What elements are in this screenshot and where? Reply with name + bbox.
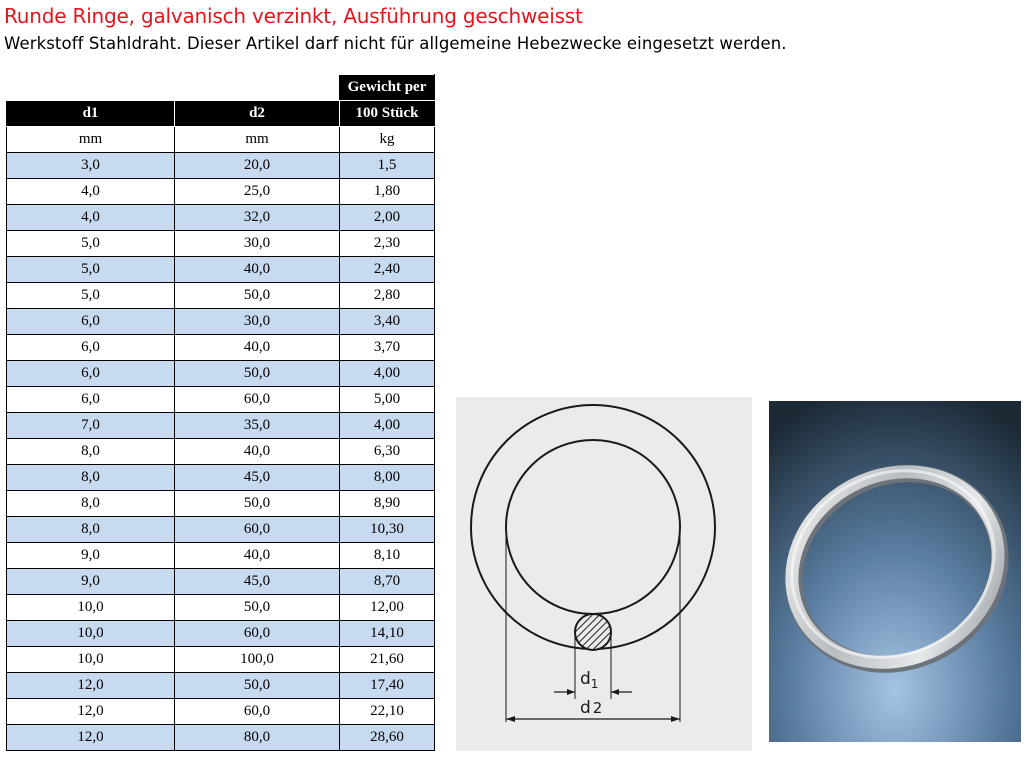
table-row bbox=[7, 595, 435, 621]
ring-dimension-drawing bbox=[456, 397, 752, 751]
cell-d2: 40,0 bbox=[175, 439, 340, 465]
cell-weight: 2,30 bbox=[340, 231, 435, 257]
table-row bbox=[7, 621, 435, 647]
header-row-top bbox=[7, 75, 435, 101]
table-row bbox=[7, 413, 435, 439]
cell-weight: 1,80 bbox=[340, 179, 435, 205]
cell-weight: 4,00 bbox=[340, 413, 435, 439]
ring-dimensions-table bbox=[6, 74, 435, 751]
cell-d2: 50,0 bbox=[175, 595, 340, 621]
table-row bbox=[7, 205, 435, 231]
table-row bbox=[7, 179, 435, 205]
cell-d2: 60,0 bbox=[175, 699, 340, 725]
units-row bbox=[7, 127, 435, 153]
cell-weight: 3,70 bbox=[340, 335, 435, 361]
ring-outer-circle bbox=[471, 405, 715, 649]
cell-weight: 2,00 bbox=[340, 205, 435, 231]
cell-weight: 22,10 bbox=[340, 699, 435, 725]
cell-weight: 12,00 bbox=[340, 595, 435, 621]
cell-d2: 60,0 bbox=[175, 387, 340, 413]
table-row bbox=[7, 465, 435, 491]
cell-weight: 5,00 bbox=[340, 387, 435, 413]
table-row bbox=[7, 673, 435, 699]
unit-weight: kg bbox=[340, 127, 435, 153]
cell-d2: 25,0 bbox=[175, 179, 340, 205]
unit-d1: mm bbox=[7, 127, 175, 153]
cell-weight: 4,00 bbox=[340, 361, 435, 387]
wire-cross-section bbox=[575, 614, 611, 650]
cell-d1: 6,0 bbox=[7, 361, 175, 387]
cell-d1: 5,0 bbox=[7, 231, 175, 257]
cell-d2: 30,0 bbox=[175, 309, 340, 335]
cell-d2: 40,0 bbox=[175, 543, 340, 569]
cell-weight: 2,80 bbox=[340, 283, 435, 309]
cell-weight: 8,00 bbox=[340, 465, 435, 491]
header-weight-line1: Gewicht per bbox=[340, 75, 435, 101]
cell-d1: 9,0 bbox=[7, 569, 175, 595]
table-row bbox=[7, 231, 435, 257]
cell-d2: 50,0 bbox=[175, 283, 340, 309]
cell-d1: 10,0 bbox=[7, 647, 175, 673]
page-title: Runde Ringe, galvanisch verzinkt, Ausführung geschweisst bbox=[4, 4, 583, 28]
cell-d1: 12,0 bbox=[7, 725, 175, 751]
cell-d1: 8,0 bbox=[7, 465, 175, 491]
cell-d2: 60,0 bbox=[175, 621, 340, 647]
cell-weight: 1,5 bbox=[340, 153, 435, 179]
cell-d1: 5,0 bbox=[7, 257, 175, 283]
cell-d1: 9,0 bbox=[7, 543, 175, 569]
cell-weight: 6,30 bbox=[340, 439, 435, 465]
cell-weight: 8,90 bbox=[340, 491, 435, 517]
cell-d1: 12,0 bbox=[7, 699, 175, 725]
cell-d1: 8,0 bbox=[7, 439, 175, 465]
table-row bbox=[7, 153, 435, 179]
table-row bbox=[7, 335, 435, 361]
table-row bbox=[7, 361, 435, 387]
cell-weight: 21,60 bbox=[340, 647, 435, 673]
unit-d2: mm bbox=[175, 127, 340, 153]
cell-d1: 10,0 bbox=[7, 595, 175, 621]
cell-d1: 7,0 bbox=[7, 413, 175, 439]
table-row bbox=[7, 439, 435, 465]
cell-weight: 28,60 bbox=[340, 725, 435, 751]
table-row bbox=[7, 283, 435, 309]
cell-d1: 8,0 bbox=[7, 491, 175, 517]
cell-d2: 45,0 bbox=[175, 465, 340, 491]
cell-d2: 80,0 bbox=[175, 725, 340, 751]
cell-weight: 10,30 bbox=[340, 517, 435, 543]
label-d1: $d_1$ bbox=[580, 669, 599, 691]
ring-product-photo bbox=[769, 401, 1021, 742]
cell-weight: 8,70 bbox=[340, 569, 435, 595]
cell-weight: 2,40 bbox=[340, 257, 435, 283]
header-d1: d1 bbox=[7, 101, 175, 127]
cell-d1: 6,0 bbox=[7, 387, 175, 413]
cell-weight: 3,40 bbox=[340, 309, 435, 335]
table-row bbox=[7, 309, 435, 335]
cell-d1: 3,0 bbox=[7, 153, 175, 179]
cell-d1: 6,0 bbox=[7, 335, 175, 361]
cell-d2: 100,0 bbox=[175, 647, 340, 673]
cell-d2: 50,0 bbox=[175, 673, 340, 699]
table-row bbox=[7, 387, 435, 413]
cell-d1: 5,0 bbox=[7, 283, 175, 309]
ring-inner-circle bbox=[506, 440, 680, 614]
cell-d2: 30,0 bbox=[175, 231, 340, 257]
table-row bbox=[7, 725, 435, 751]
cell-d1: 8,0 bbox=[7, 517, 175, 543]
cell-d2: 45,0 bbox=[175, 569, 340, 595]
cell-weight: 17,40 bbox=[340, 673, 435, 699]
table-row bbox=[7, 257, 435, 283]
cell-d2: 40,0 bbox=[175, 257, 340, 283]
cell-d2: 50,0 bbox=[175, 361, 340, 387]
cell-d2: 32,0 bbox=[175, 205, 340, 231]
cell-weight: 14,10 bbox=[340, 621, 435, 647]
cell-weight: 8,10 bbox=[340, 543, 435, 569]
table-row bbox=[7, 569, 435, 595]
label-d2: d 2 bbox=[580, 698, 603, 718]
page-subtitle: Werkstoff Stahldraht. Dieser Artikel darf nicht für allgemeine Hebezwecke eingesetzt werden. bbox=[4, 34, 787, 53]
cell-d2: 35,0 bbox=[175, 413, 340, 439]
table-row bbox=[7, 647, 435, 673]
cell-d1: 4,0 bbox=[7, 179, 175, 205]
table-row bbox=[7, 543, 435, 569]
cell-d1: 6,0 bbox=[7, 309, 175, 335]
cell-d2: 20,0 bbox=[175, 153, 340, 179]
cell-d2: 60,0 bbox=[175, 517, 340, 543]
table-row bbox=[7, 699, 435, 725]
header-weight-line2: 100 Stück bbox=[340, 101, 435, 127]
table-row bbox=[7, 517, 435, 543]
cell-d1: 4,0 bbox=[7, 205, 175, 231]
cell-d1: 12,0 bbox=[7, 673, 175, 699]
cell-d2: 50,0 bbox=[175, 491, 340, 517]
header-row bbox=[7, 101, 435, 127]
header-d2: d2 bbox=[175, 101, 340, 127]
table-row bbox=[7, 491, 435, 517]
cell-d1: 10,0 bbox=[7, 621, 175, 647]
cell-d2: 40,0 bbox=[175, 335, 340, 361]
